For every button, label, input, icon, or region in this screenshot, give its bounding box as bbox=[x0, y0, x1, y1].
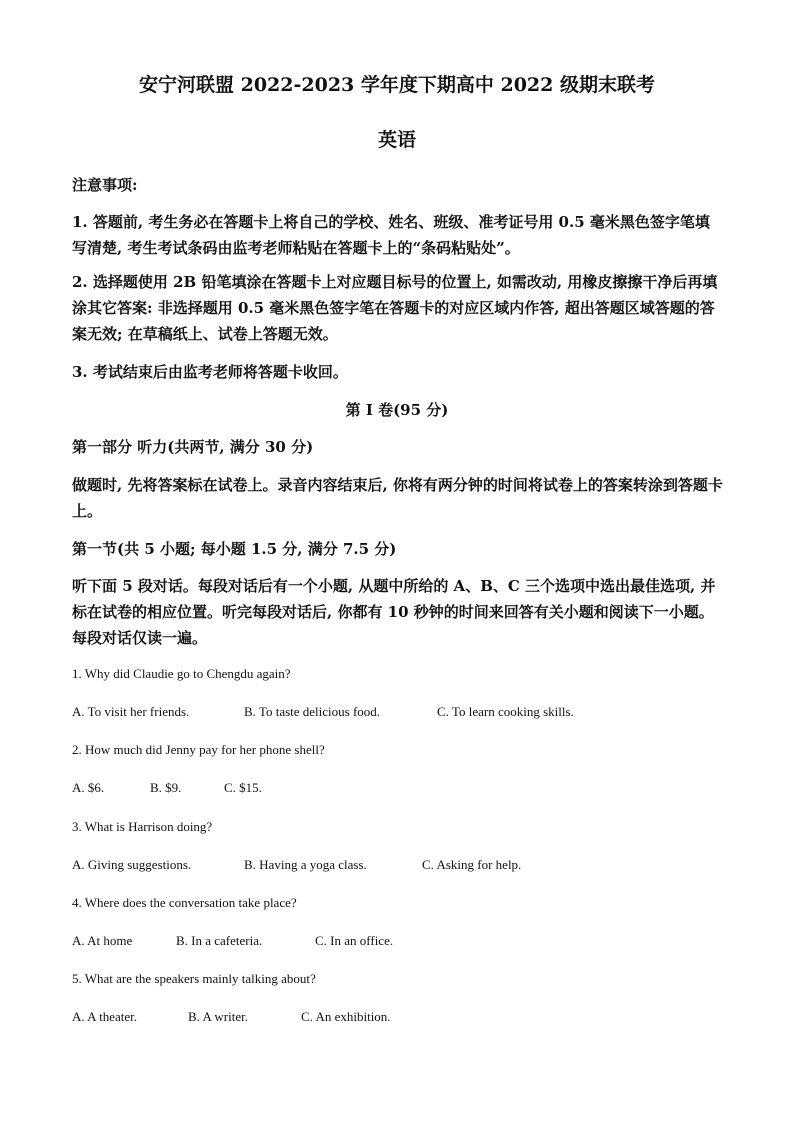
option-b: B. Having a yoga class. bbox=[244, 857, 367, 872]
notice-item-1: 1. 答题前, 考生务必在答题卡上将自己的学校、姓名、班级、准考证号用 0.5 毫米黑色签字笔填写清楚, 考生考试条码由监考老师粘贴在答题卡上的“条码粘贴处”。 bbox=[72, 213, 710, 257]
notice-item-2: 2. 选择题使用 2B 铅笔填涂在答题卡上对应题目标号的位置上, 如需改动, 用橡皮擦擦干净后再填涂其它答案: 非选择题用 0.5 毫米黑色签字笔在答题卡的对应区域内作答, 超出答题区域答题的答案无效; 在草稿纸上、试卷上答题无效。 bbox=[72, 273, 718, 343]
question-2-options bbox=[72, 779, 732, 797]
exam-title: 安宁河联盟 2022-2023 学年度下期高中 2022 级期末联考 bbox=[139, 74, 655, 96]
option-a: A. At home bbox=[72, 933, 133, 948]
option-c: C. $15. bbox=[224, 780, 262, 795]
question-3: 3. What is Harrison doing? bbox=[72, 819, 213, 834]
section1-instruction: 听下面 5 段对话。每段对话后有一个小题, 从题中所给的 A、B、C 三个选项中选出最佳选项, 并标在试卷的相应位置。听完每段对话后, 你都有 10 秒钟的时间来回答有关小题和阅读下一小题。每段对话仅读一遍。 bbox=[72, 577, 716, 647]
question-4-options bbox=[72, 932, 732, 950]
question-3-options bbox=[72, 856, 732, 874]
question-1: 1. Why did Claudie go to Chengdu again? bbox=[72, 666, 291, 681]
notice-item-3: 3. 考试结束后由监考老师将答题卡收回。 bbox=[72, 363, 348, 381]
option-a: A. $6. bbox=[72, 780, 105, 795]
part1-heading: 第一部分 听力(共两节, 满分 30 分) bbox=[72, 438, 314, 456]
section1-heading: 第一节(共 5 小题; 每小题 1.5 分, 满分 7.5 分) bbox=[72, 540, 397, 558]
volume-heading: 第 I 卷(95 分) bbox=[345, 401, 449, 419]
option-a: A. A theater. bbox=[72, 1009, 137, 1024]
subject-title: 英语 bbox=[377, 129, 416, 151]
question-5-options bbox=[72, 1008, 732, 1026]
option-a: A. Giving suggestions. bbox=[72, 857, 192, 872]
option-b: B. $9. bbox=[150, 780, 182, 795]
option-c: C. To learn cooking skills. bbox=[437, 704, 574, 719]
option-c: C. Asking for help. bbox=[422, 857, 522, 872]
question-5: 5. What are the speakers mainly talking about? bbox=[72, 971, 316, 986]
part1-instruction: 做题时, 先将答案标在试卷上。录音内容结束后, 你将有两分钟的时间将试卷上的答案转涂到答题卡上。 bbox=[72, 476, 723, 520]
option-c: C. In an office. bbox=[315, 933, 394, 948]
option-b: B. A writer. bbox=[188, 1009, 248, 1024]
option-b: B. To taste delicious food. bbox=[244, 704, 381, 719]
option-a: A. To visit her friends. bbox=[72, 704, 190, 719]
question-4: 4. Where does the conversation take place? bbox=[72, 895, 297, 910]
option-b: B. In a cafeteria. bbox=[176, 933, 263, 948]
option-c: C. An exhibition. bbox=[301, 1009, 391, 1024]
question-2: 2. How much did Jenny pay for her phone shell? bbox=[72, 742, 325, 757]
question-1-options bbox=[72, 703, 732, 721]
notice-heading: 注意事项: bbox=[72, 176, 138, 194]
